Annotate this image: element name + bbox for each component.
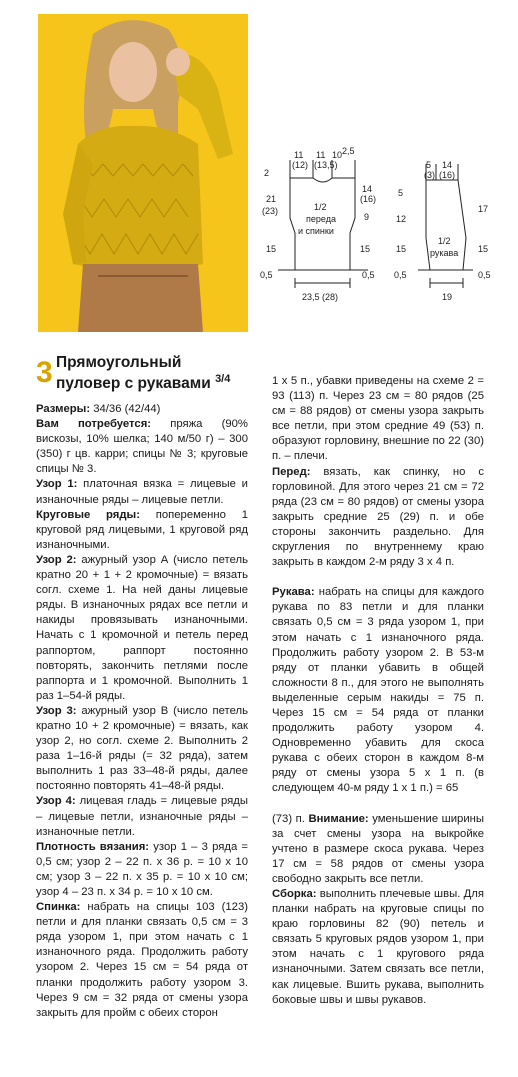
body-top-label-3: 11: [316, 150, 326, 160]
label-sizes: Размеры:: [36, 403, 91, 415]
paragraph-attention: [272, 812, 484, 887]
paragraph-materials: [36, 417, 248, 477]
paragraph-circular-rows: [36, 508, 248, 553]
text-materials: пряжа (90% вискозы, 10% шелка; 140 м/50 г) – 300 (350) г цв. карри; спицы № 3; круговые спицы № 3.: [36, 418, 248, 476]
sleeve-center-label-1: 1/2: [438, 236, 451, 246]
body-right-label-2: (16): [360, 194, 377, 204]
label-sleeves: Рукава:: [272, 586, 315, 599]
sleeve-right-label-3: 0,5: [478, 270, 491, 280]
sleeve-top-label-2: (3): [424, 170, 435, 180]
text-pattern-4: лицевая гладь = лицевые ряды – лицевые петли, изнаночные ряды – изнаночные петли.: [36, 795, 248, 838]
body-right-label-1: 14: [362, 184, 373, 194]
sleeve-left-label-3: 15: [396, 244, 407, 254]
paragraph-back: [36, 900, 248, 1021]
paragraph-pattern-1: [36, 477, 248, 507]
pattern-number: 3: [36, 356, 53, 389]
title-fraction: 3/4: [215, 373, 231, 385]
sleeve-schematic: [418, 164, 473, 288]
label-attention: Внимание:: [308, 812, 369, 825]
body-center-label-3: и спинки: [298, 226, 334, 236]
paragraph-assembly: [272, 887, 484, 1008]
label-pattern-2: Узор 2:: [36, 553, 77, 566]
text-gauge: узор 1 – 3 ряда = 0,5 см; узор 2 – 22 п. х 36 р. = 10 х 10 см; узор 3 – 22 п. х 35 р. = 10 х 10 см; узор 4 – 23 п. х 34 р. = 10 х 10 см.: [36, 840, 248, 898]
label-pattern-1: Узор 1:: [36, 478, 78, 491]
paragraph-back-cont: [272, 374, 484, 465]
text-back-cont: 1 х 5 п., убавки приведены на схеме 2 = 93 (113) п. Через 23 см = 80 рядов (25 см = 88 рядов) от смены узора закрыть все петли, при этом средние 49 (53) п. образуют горловину, внешние по 22 (30) п. – плечи.: [272, 375, 484, 463]
instructions-left-column: [36, 402, 248, 1021]
label-materials: Вам потребуется:: [36, 418, 152, 431]
paragraph-pattern-4: [36, 794, 248, 839]
label-circular-rows: Круговые ряды:: [36, 508, 140, 521]
body-bottom-label: 23,5 (28): [302, 292, 339, 302]
body-left-label-3: (23): [262, 206, 279, 216]
body-top-label-5: 2,5: [342, 146, 355, 156]
body-left-label-4: 15: [266, 244, 277, 254]
paragraph-pattern-3: [36, 704, 248, 795]
text-assembly: выполнить плечевые швы. Для планки набрать на круговые спицы по краю горловины 82 (90) петель и связать 5 круговых рядов узором 1, при этом начать с 1 кругового ряда изнаночными. Затем связать все петли, как лицевые. Вшить рукава, выполнить боковые швы и швы рукавов.: [272, 888, 484, 1006]
sleeve-right-label-1: 17: [478, 204, 489, 214]
text-pattern-1: платочная вязка = лицевые и изнаночные ряды – лицевые петли.: [36, 478, 248, 506]
sleeve-top-label-3: 14: [442, 160, 453, 170]
paragraph-pattern-2: [36, 553, 248, 704]
sleeve-top-label-1: 5: [426, 160, 432, 170]
title-line-2: пуловер с рукавами: [56, 375, 211, 393]
body-left-label-5: 0,5: [260, 270, 273, 280]
text-sizes: 34/36 (42/44): [90, 403, 161, 415]
label-front: Перед:: [272, 465, 311, 478]
paragraph-sizes: [36, 402, 248, 417]
label-pattern-4: Узор 4:: [36, 795, 76, 808]
paragraph-front: [272, 465, 484, 571]
sleeve-right-label-2: 15: [478, 244, 489, 254]
title-line-1: Прямоугольный: [56, 354, 182, 371]
body-left-label-1: 2: [264, 168, 270, 178]
body-top-label-2: (12): [292, 160, 309, 170]
label-back: Спинка:: [36, 901, 81, 914]
sleeve-left-label-4: 0,5: [394, 270, 407, 280]
text-circular-rows: попеременно 1 круговой ряд лицевыми, 1 круговой ряд изнаночными.: [36, 508, 248, 551]
sleeve-left-label-2: 12: [396, 214, 407, 224]
body-top-label-4: (13,5): [314, 160, 338, 170]
text-front: вязать, как спинку, но с горловиной. Для этого через 21 см = 72 ряда (23 см = 80 рядов) от смены узора закрыть средние 25 (29) п. и обе стороны закончить раздельно. Для скругления по внутреннему краю закрыть в каждом 2-м ряду 3 х 4 п.: [272, 465, 484, 569]
paragraph-sleeves: [272, 585, 484, 796]
sleeve-top-label-4: (16): [439, 170, 456, 180]
pattern-schematic: [258, 138, 508, 308]
label-assembly: Сборка:: [272, 888, 317, 900]
instructions-right-column: [272, 374, 484, 1008]
text-pattern-3: ажурный узор В (число петель кратно 10 + 2 кромочные) = вязать, как узор 2, но согл. схеме 2. Выполнить 2 раза 1–16-й ряды (= 32 ряда), затем выполнить 1 раз 33–48-й ряды, далее постоянно повторять 41–48-й ряды.: [36, 704, 248, 793]
body-right-label-3: 9: [364, 212, 370, 222]
label-gauge: Плотность вязания:: [36, 840, 150, 853]
sleeve-bottom-label: 19: [442, 292, 453, 302]
body-left-label-2: 21: [266, 194, 277, 204]
label-pattern-3: Узор 3:: [36, 704, 77, 717]
sleeve-left-label-1: 5: [398, 188, 404, 198]
body-center-label-1: 1/2: [314, 202, 327, 212]
model-illustration: [38, 14, 248, 332]
body-center-label-2: переда: [306, 214, 336, 224]
sleeve-center-label-2: рукава: [430, 248, 459, 258]
text-back: набрать на спицы 103 (123) петли и для планки связать 0,5 см = 3 ряда узором 1, при этом начать с 1 изнаночного ряда. Продолжить работу узором 2. Через 15 см = 54 ряда от планки продолжить работу узором 3. Через 9 см = 32 ряда от смены узора закрыть для пройм с обеих сторон: [36, 901, 248, 1019]
model-photo: [38, 14, 248, 332]
body-top-label-1: 11: [294, 150, 304, 160]
paragraph-gauge: [36, 840, 248, 900]
body-right-label-4: 15: [360, 244, 371, 254]
text-pattern-2: ажурный узор А (число петель кратно 20 + 1 + 2 кромочные) = вязать согл. схеме 1. На ней даны лицевые ряды. В изнаночных рядах все петли и накиды провязывать изнаночными. Начать с 1 кромочной и петель перед раппортом, раппорт постоянно повторять, закончить петлями после раппорта и 1 кромочной. Выполнить 1 раз 1–54-й ряды.: [36, 553, 248, 702]
pattern-title-text: [56, 354, 271, 392]
text-sleeves: набрать на спицы для каждого рукава по 83 петли и для планки связать 0,5 см = 3 ряда узором 1, при этом начать с 1 изнаночного ряда. Продолжить работу узором 2. В 53-м ряду от планки убавить в общей сложности 8 п., для этого не выполнять выделенные серым накиды = 75 п. Через 15 см = 54 ряда от планки продолжить работу узором 4. Одновременно убавить для скоса рукава с обеих сторон в каждом 8-м ряду от смены узора 5 х 1 п. (в следующем 40-м ряду 1 х 1 п.) = 65: [272, 586, 484, 795]
body-top-label-6: 10: [332, 150, 343, 160]
text-attention: уменьшение ширины за счет смены узора на выкройке учтено в размере скоса рукава. Через 17 см = 58 рядов от смены узора свободно закрыть все петли.: [272, 812, 484, 885]
body-right-label-5: 0,5: [362, 270, 375, 280]
text-sleeves-cont: (73) п.: [272, 812, 309, 825]
